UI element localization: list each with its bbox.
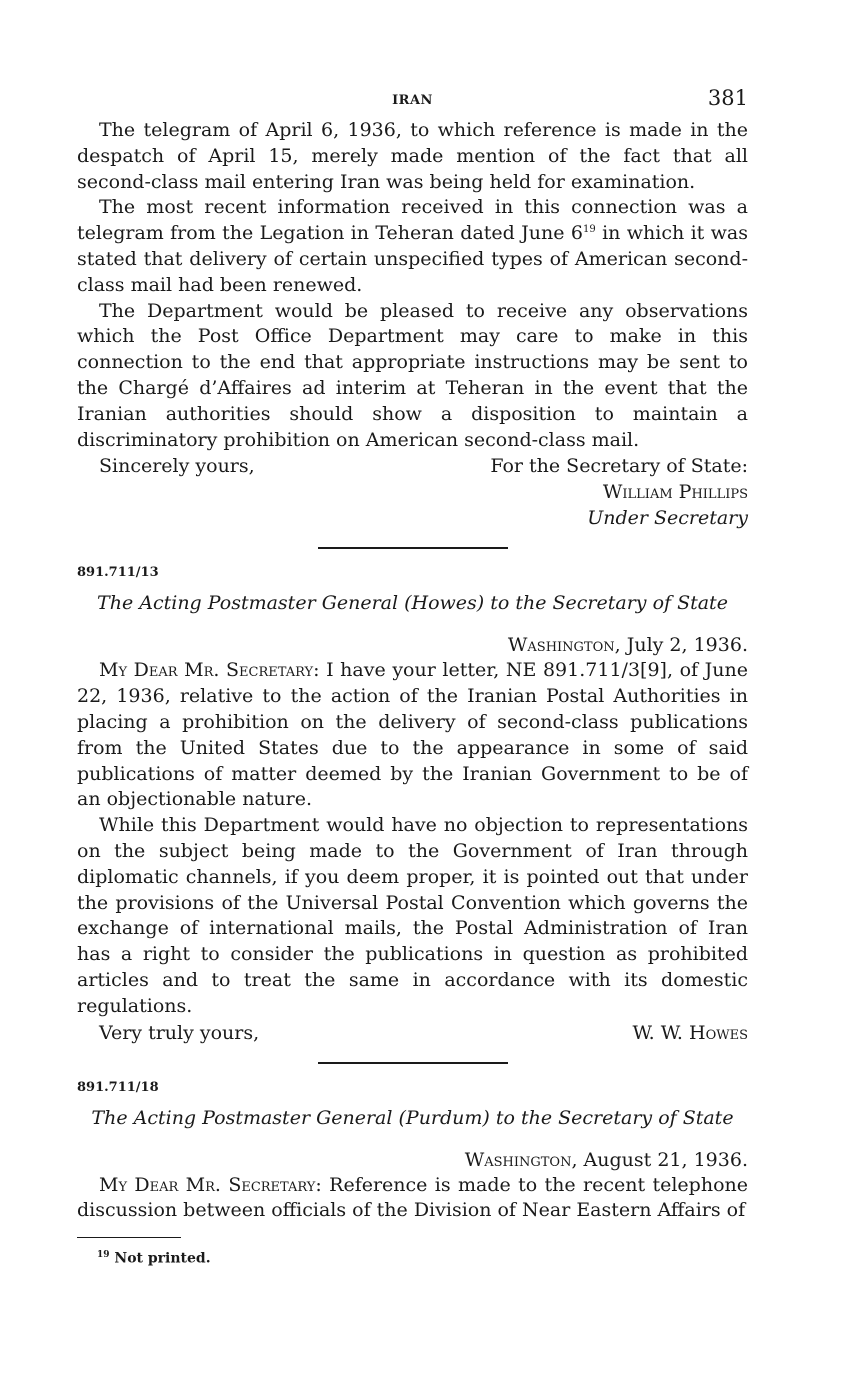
- paragraph-text: I have your letter, NE 891.711/3[9], of June 22, 1936, relative to the action of the Iranian Postal Authorities in placing a prohibition on the delivery of second-class publications from the United States due to the appearance in some of said publications of matter deemed by the Iranian Government to be of an objectionable nature.: [77, 659, 748, 811]
- document-heading: The Acting Postmaster General (Purdum) to the Secretary of State: [91, 1106, 734, 1129]
- letter-phillips-body: [77, 118, 748, 531]
- salutation: My Dear Mr. Secretary:: [99, 1173, 322, 1196]
- running-title: IRAN: [392, 93, 433, 108]
- page-header: [77, 84, 748, 118]
- paragraph: While this Department would have no objection to representations on the subject being made to the Government of Iran through diplomatic channels, if you deem proper, it is pointed out that under the provisions of the Universal Postal Convention which governs the exchange of international mails, the Postal Administration of Iran has a right to consider the publications in question as prohibited articles and to treat the same in accordance with its domestic regulations.: [77, 814, 748, 1017]
- section-divider: [318, 1062, 508, 1064]
- document-page: [77, 84, 748, 1267]
- document-heading: The Acting Postmaster General (Howes) to the Secretary of State: [97, 592, 728, 615]
- paragraph: [77, 658, 748, 813]
- paragraph: The Department would be pleased to receive any observations which the Post Office Department may care to make in this connection to the end that appropriate instructions may be sent to the Chargé d’Affaires ad interim at Teheran in the event that the Iranian authorities should show a disposition to maintain a discriminatory prohibition on American second-class mail.: [77, 299, 748, 451]
- complimentary-close: Sincerely yours,: [99, 455, 255, 478]
- dateline-date: August 21, 1936.: [577, 1148, 748, 1171]
- closing-line: [77, 1020, 748, 1046]
- file-number: 891.711/13: [77, 565, 159, 581]
- footnote-divider: [77, 1237, 181, 1238]
- footnote-reference: 19: [582, 224, 596, 236]
- paragraph-text: in which it was stated that delivery of certain unspecified types of American second-class mail had been renewed.: [77, 222, 749, 296]
- signature-block-label: For the Secretary of State:: [490, 455, 748, 478]
- dateline-place: Washington,: [464, 1148, 578, 1171]
- dateline-date: July 2, 1936.: [620, 634, 748, 657]
- paragraph: The telegram of April 6, 1936, to which reference is made in the despatch of April 15, merely made mention of the fact that all second-class mail entering Iran was being held for examination.: [77, 119, 748, 193]
- paragraph: [77, 195, 748, 298]
- paragraph: [77, 1173, 748, 1225]
- closing-line: [77, 453, 748, 479]
- signer-name: William Phillips: [602, 481, 748, 504]
- footnote: [77, 1250, 748, 1267]
- letter-howes: [77, 564, 748, 1045]
- footnote-text: Not printed.: [109, 1250, 211, 1267]
- page-number: 381: [707, 86, 748, 110]
- complimentary-close: Very truly yours,: [99, 1021, 260, 1044]
- section-divider: [318, 547, 508, 549]
- footnote-marker: 19: [97, 1250, 110, 1261]
- letter-purdum: [77, 1079, 748, 1225]
- dateline-place: Washington,: [507, 634, 621, 657]
- file-number: 891.711/18: [77, 1079, 159, 1095]
- signer-title: Under Secretary: [587, 507, 748, 530]
- salutation: My Dear Mr. Secretary:: [99, 659, 320, 682]
- paragraph-text: Reference is made to the recent telephone discussion between officials of the Division of Near Eastern Affairs of: [77, 1173, 748, 1222]
- signer-name: W. W. Howes: [632, 1021, 748, 1044]
- paragraph-text: The most recent information received in this connection was a telegram from the Legation in Teheran dated June 6: [77, 196, 748, 245]
- dateline: [77, 632, 748, 658]
- dateline: [77, 1147, 748, 1173]
